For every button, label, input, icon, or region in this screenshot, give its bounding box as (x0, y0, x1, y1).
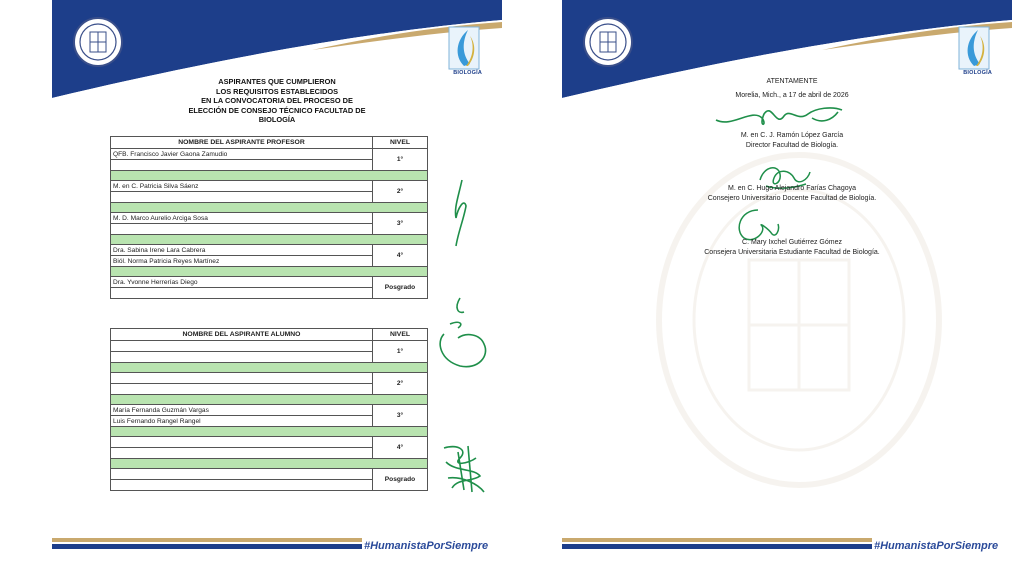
table-row (111, 245, 428, 256)
candidate-name (111, 352, 373, 363)
university-seal-icon (72, 16, 124, 68)
separator-row (111, 395, 428, 405)
signatory-1 (642, 131, 942, 151)
candidate-name: Biól. Norma Patricia Reyes Martínez (111, 256, 373, 267)
document-page-2 (562, 0, 1012, 583)
profesor-candidates-table (110, 136, 428, 299)
candidate-name (111, 480, 373, 491)
closing-label: ATENTAMENTE (766, 78, 818, 85)
separator-row (111, 363, 428, 373)
signatory-role: Consejero Universitario Docente Facultad de Biología. (707, 195, 877, 202)
signatory-name: M. en C. J. Ramón López García (740, 132, 844, 139)
nivel-cell: 1° (373, 149, 428, 171)
signatory-name: M. en C. Hugo Alejandro Farías Chagoya (727, 185, 856, 192)
candidate-name (111, 160, 373, 171)
biologia-logo-icon (958, 26, 990, 70)
footer-hashtag: #HumanistaPorSiempre (364, 540, 489, 552)
candidate-name (111, 224, 373, 235)
nivel-cell: 4° (373, 245, 428, 267)
table-row (111, 469, 428, 480)
candidate-name (111, 437, 373, 448)
candidate-name (111, 448, 373, 459)
signatory-2 (642, 184, 942, 204)
candidate-name (111, 341, 373, 352)
title-line: ELECCIÓN DE CONSEJO TÉCNICO FACULTAD DE (188, 105, 366, 115)
table-row (111, 181, 428, 192)
nivel-cell: 2° (373, 181, 428, 203)
signatory-3 (642, 238, 942, 258)
table-header-name: NOMBRE DEL ASPIRANTE ALUMNO (111, 329, 373, 341)
footer-hashtag: #HumanistaPorSiempre (874, 540, 999, 552)
handwritten-signature (438, 438, 488, 496)
nivel-cell: 3° (373, 405, 428, 427)
document-title (162, 77, 392, 125)
candidate-name: Dra. Yvonne Herrerías Diego (111, 277, 373, 288)
candidate-name (111, 288, 373, 299)
nivel-cell: 1° (373, 341, 428, 363)
table-row (111, 213, 428, 224)
footer-stripes (562, 532, 872, 552)
candidate-name: M. D. Marco Aurelio Arciga Sosa (111, 213, 373, 224)
candidate-name: María Fernanda Guzmán Vargas (111, 405, 373, 416)
separator-row (111, 171, 428, 181)
table-row (111, 437, 428, 448)
biologia-logo-label: BIOLOGÍA (963, 70, 992, 76)
title-line: ASPIRANTES QUE CUMPLIERON (218, 77, 336, 86)
separator-row (111, 235, 428, 245)
document-page-1 (52, 0, 502, 583)
title-line: EN LA CONVOCATORIA DEL PROCESO DE (201, 96, 353, 105)
nivel-cell: 3° (373, 213, 428, 235)
date-line: Morelia, Mich., a 17 de abril de 2026 (735, 92, 849, 99)
table-row (111, 149, 428, 160)
biologia-logo-label: BIOLOGÍA (453, 70, 482, 76)
handwritten-signature (430, 294, 492, 374)
biologia-logo-icon (448, 26, 480, 70)
candidate-name: Luis Fernando Rangel Rangel (111, 416, 373, 427)
candidate-name: M. en C. Patricia Silva Sáenz (111, 181, 373, 192)
candidate-name (111, 384, 373, 395)
nivel-cell: 2° (373, 373, 428, 395)
footer-stripes (52, 532, 362, 552)
candidate-name (111, 469, 373, 480)
table-header-name: NOMBRE DEL ASPIRANTE PROFESOR (111, 137, 373, 149)
handwritten-signature (712, 98, 852, 134)
handwritten-signature (448, 178, 472, 248)
candidate-name (111, 192, 373, 203)
table-row (111, 373, 428, 384)
table-header-nivel: NIVEL (373, 329, 428, 341)
table-row (111, 277, 428, 288)
university-seal-icon (582, 16, 634, 68)
separator-row (111, 459, 428, 469)
signatory-role: Director Facultad de Biología. (745, 142, 839, 149)
separator-row (111, 267, 428, 277)
signatory-role: Consejera Universitaria Estudiante Facultad de Biología. (704, 249, 880, 256)
table-header-nivel: NIVEL (373, 137, 428, 149)
candidate-name (111, 373, 373, 384)
table-row (111, 405, 428, 416)
separator-row (111, 203, 428, 213)
alumno-candidates-table (110, 328, 428, 491)
nivel-cell: 4° (373, 437, 428, 459)
candidate-name: Dra. Sabina Irene Lara Cabrera (111, 245, 373, 256)
nivel-cell: Posgrado (373, 277, 428, 299)
candidate-name: QFB. Francisco Javier Gaona Zamudio (111, 149, 373, 160)
table-row (111, 341, 428, 352)
nivel-cell: Posgrado (373, 469, 428, 491)
signatory-name: C. Mary Ixchel Gutiérrez Gómez (742, 239, 842, 246)
title-line: BIOLOGÍA (258, 115, 296, 124)
title-line: LOS REQUISITOS ESTABLECIDOS (215, 86, 339, 96)
separator-row (111, 427, 428, 437)
